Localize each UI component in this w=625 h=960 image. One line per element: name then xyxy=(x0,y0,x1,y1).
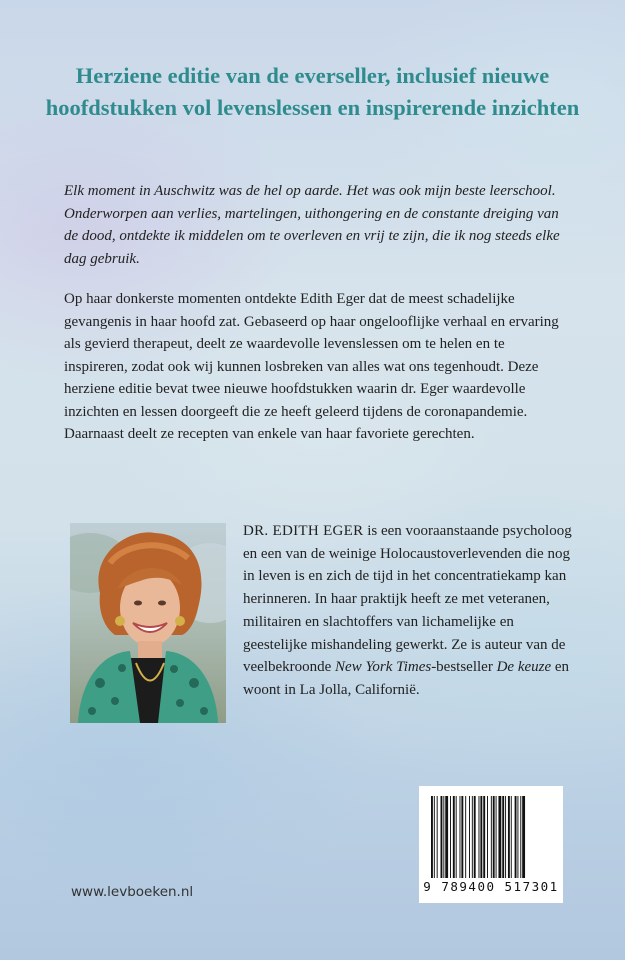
author-name: DR. EDITH EGER xyxy=(243,523,364,539)
author-photo xyxy=(70,523,226,723)
barcode-bar xyxy=(450,796,451,878)
isbn-number: 9 789400 517301 xyxy=(423,879,559,894)
bio-text-part: is een vooraanstaande psycholoog en een van de weinige Holocaustoverlevenden die nog in leven is en zich de tijd in het concentratiekamp kan herinneren. In haar praktijk heeft ze met veteranen, militairen en slachtoffers van lichamelijke en geestelijke mishandeling gewerkt. Ze is auteur van de veelbekroonde xyxy=(243,523,572,676)
barcode-bar xyxy=(431,796,433,878)
barcode-bar xyxy=(505,796,506,878)
barcode-bar xyxy=(515,796,517,878)
barcode-bar xyxy=(479,796,480,878)
barcode-bar xyxy=(469,796,470,878)
barcode-bar xyxy=(517,796,518,878)
description-paragraph: Op haar donkerste momenten ontdekte Edith Eger dat de meest schadelijke gevangenis in haar hoofd zat. Gebaseerd op haar ongelooflijke verhaal en ervaring als gevierd therapeut, deelt ze waardevolle levenslessen om te helen en te inspireren, zodat ook wij kunnen losbreken van alles wat ons tegenhoudt. Deze herziene editie bevat twee nieuwe hoofdstukken waarin dr. Eger waardevolle inzichten en lessen doorgeeft die ze heeft geleerd tijdens de coronapandemie. Daarnaast deelt ze recepten van enkele van haar favoriete gerechten. xyxy=(64,291,559,442)
headline: Herziene editie van de everseller, inclusief nieuwe hoofdstukken vol levenslessen en inspirerende inzichten xyxy=(45,63,580,120)
barcode-bar xyxy=(465,796,466,878)
barcode-bars xyxy=(431,796,551,878)
bio-text-part: -bestseller xyxy=(431,659,497,676)
barcode-bar xyxy=(491,796,492,878)
barcode-bar xyxy=(487,796,488,878)
website-link[interactable]: www.levboeken.nl xyxy=(71,884,194,900)
barcode-bar xyxy=(434,796,435,878)
barcode-bar xyxy=(520,796,521,878)
barcode-bar xyxy=(522,796,525,878)
barcode-bar xyxy=(508,796,510,878)
barcode xyxy=(419,786,563,903)
author-bio xyxy=(243,520,573,702)
barcode-bar xyxy=(472,796,473,878)
barcode-bar xyxy=(445,796,448,878)
book-title: De keuze xyxy=(496,659,552,676)
barcode-bar xyxy=(441,796,443,878)
barcode-bar xyxy=(460,796,461,878)
barcode-bar xyxy=(493,796,495,878)
barcode-bar xyxy=(437,796,438,878)
barcode-bar xyxy=(483,796,485,878)
barcode-bar xyxy=(496,796,497,878)
barcode-bar xyxy=(498,796,501,878)
author-portrait-icon xyxy=(70,523,226,723)
nyt-label: New York Times xyxy=(335,659,432,676)
barcode-bar xyxy=(456,796,457,878)
bio-text-part: en woont in La Jolla, Californië. xyxy=(243,659,570,698)
barcode-bar xyxy=(474,796,476,878)
barcode-bar xyxy=(453,796,455,878)
barcode-bar xyxy=(461,796,463,878)
barcode-bar xyxy=(502,796,504,878)
barcode-bar xyxy=(480,796,482,878)
barcode-bar xyxy=(443,796,444,878)
quote-paragraph: Elk moment in Auschwitz was de hel op aarde. Het was ook mijn beste leerschool. Onderworpen aan verlies, martelingen, uithongering en de constante dreiging van de dood, ontdekte ik middelen om te overleven en vrij te zijn, die ik nog steeds elke dag gebruik. xyxy=(64,183,560,267)
barcode-bar xyxy=(511,796,512,878)
